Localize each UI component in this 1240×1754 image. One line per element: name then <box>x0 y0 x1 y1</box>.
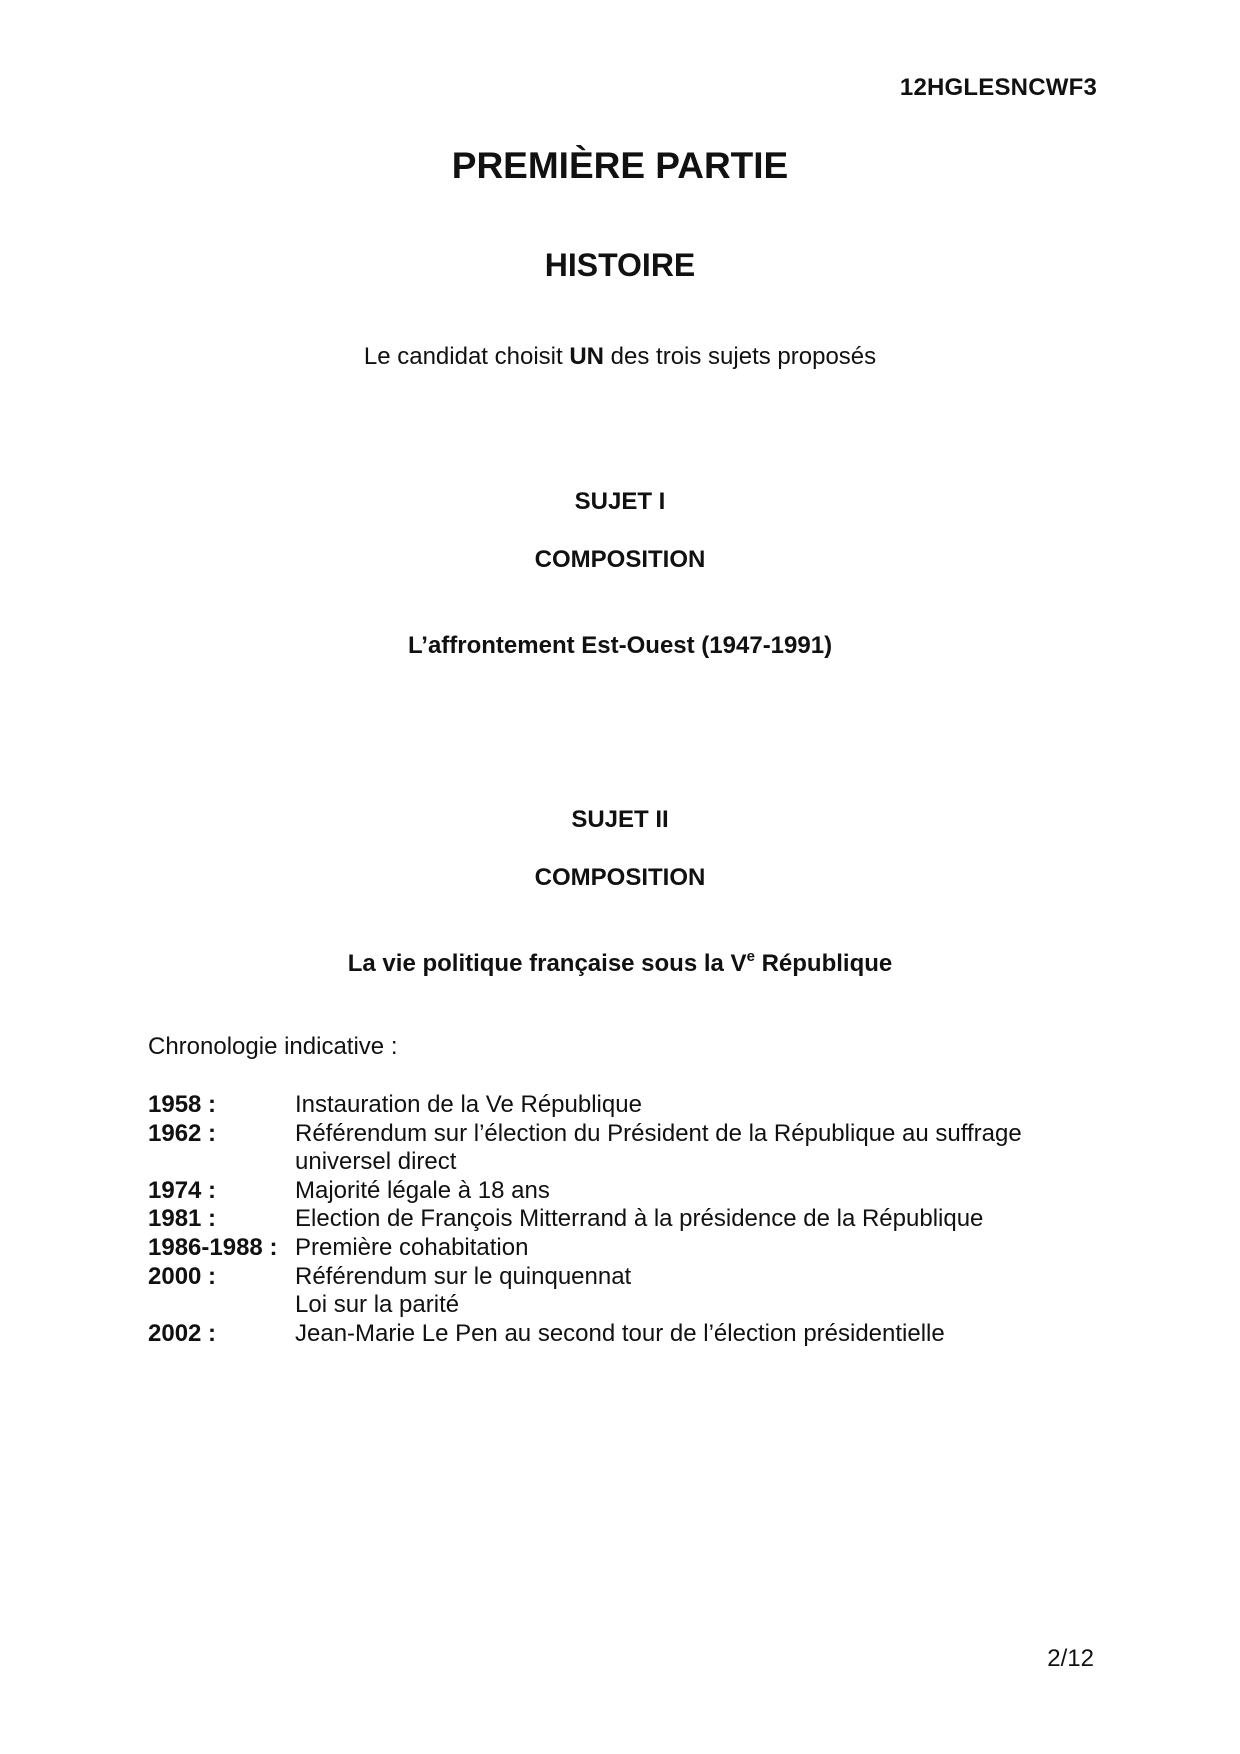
subject-2-label: SUJET II <box>571 806 669 833</box>
subject-1-label: SUJET I <box>574 488 666 515</box>
chronology-events <box>295 1234 1088 1263</box>
document-code: 12HGLESNCWF3 <box>899 74 1097 101</box>
chronology-item <box>148 1320 1088 1349</box>
chronology-event: Première cohabitation <box>295 1233 529 1261</box>
chronology-event: Référendum sur l’élection du Président de la République au suffrage universel direct <box>295 1119 1022 1176</box>
part-title: PREMIÈRE PARTIE <box>451 145 789 186</box>
section-title: HISTOIRE <box>544 247 696 283</box>
chronology-item <box>148 1091 1088 1120</box>
subject-2-title <box>0 950 1240 978</box>
chronology-year: 1986-1988 : <box>148 1233 278 1261</box>
chronology-year: 1974 : <box>148 1176 217 1204</box>
chronology-event: Loi sur la parité <box>295 1291 460 1319</box>
chronology-label: Chronologie indicative : <box>148 1033 398 1060</box>
subject-2-type: COMPOSITION <box>534 864 706 891</box>
chronology-event: Instauration de la Ve République <box>295 1091 642 1118</box>
instruction-before: Le candidat choisit <box>363 343 570 370</box>
subject-1-type: COMPOSITION <box>534 546 706 573</box>
chronology-events <box>295 1120 1088 1177</box>
chronology-events <box>295 1263 1088 1320</box>
instruction-after: des trois sujets proposés <box>604 343 877 370</box>
chronology-event: Election de François Mitterrand à la présidence de la République <box>295 1205 984 1233</box>
chronology-year: 1958 : <box>148 1091 217 1118</box>
chronology-list <box>148 1091 1088 1348</box>
chronology-events <box>295 1091 1088 1120</box>
chronology-item <box>148 1205 1088 1234</box>
chronology-event: Jean-Marie Le Pen au second tour de l’élection présidentielle <box>295 1319 945 1347</box>
chronology-events <box>295 1177 1088 1206</box>
subject-2-title-after: République <box>754 950 893 977</box>
chronology-year: 2002 : <box>148 1319 217 1347</box>
subject-2-title-superscript: e <box>746 948 755 965</box>
chronology-event: Référendum sur le quinquennat <box>295 1262 632 1290</box>
chronology-year: 1981 : <box>148 1205 217 1233</box>
subject-2-title-before: La vie politique française sous la V <box>347 950 747 977</box>
instruction-emphasis: UN <box>569 343 604 370</box>
chronology-year: 1962 : <box>148 1119 217 1147</box>
chronology-item <box>148 1120 1088 1177</box>
chronology-item <box>148 1177 1088 1206</box>
subject-1-title: L’affrontement Est-Ouest (1947-1991) <box>407 632 833 659</box>
chronology-events <box>295 1205 1088 1234</box>
chronology-year: 2000 : <box>148 1262 217 1290</box>
chronology-event: Majorité légale à 18 ans <box>295 1176 550 1204</box>
instruction-text <box>0 343 1240 371</box>
chronology-events <box>295 1320 1088 1349</box>
page-number: 2/12 <box>1047 1645 1094 1672</box>
chronology-item <box>148 1234 1088 1263</box>
chronology-item <box>148 1263 1088 1320</box>
